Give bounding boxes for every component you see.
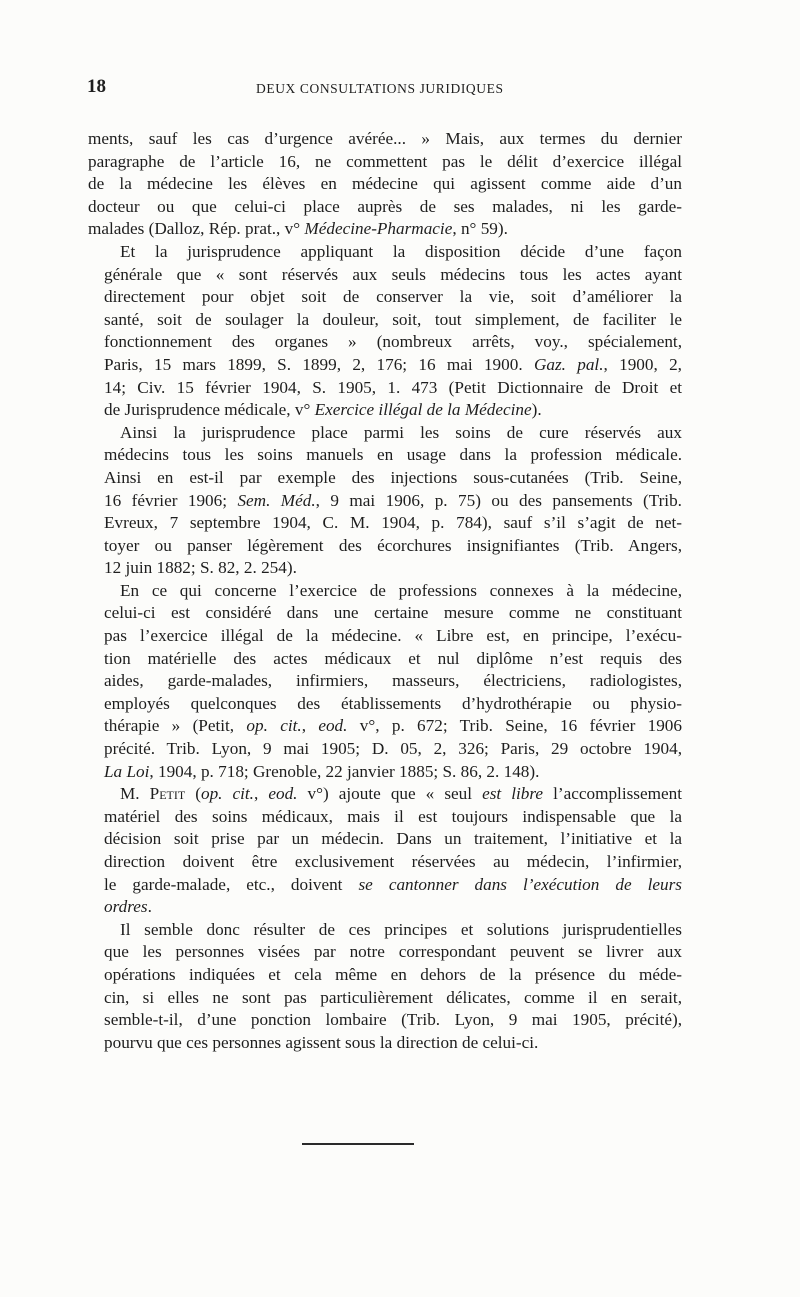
text-line: malades (Dalloz, Rép. prat., v° Médecine-Pharmacie, n° 59).	[88, 219, 508, 239]
text-line: tion matérielle des actes médicaux et nul diplôme n’est requis des	[104, 648, 682, 668]
text-line: Ainsi en est-il par exemple des injections sous-cutanées (Trib. Seine,	[104, 467, 682, 487]
text-line: celui-ci est considéré dans une certaine mesure comme ne constituant	[104, 603, 682, 623]
text-line: thérapie » (Petit, op. cit., eod. v°, p. 672; Trib. Seine, 16 février 1906	[104, 716, 682, 736]
text-line: précité. Trib. Lyon, 9 mai 1905; D. 05, 2, 326; Paris, 29 octobre 1904,	[104, 739, 682, 759]
text-line: pourvu que ces personnes agissent sous la direction de celui-ci.	[104, 1032, 539, 1052]
text-line: La Loi, 1904, p. 718; Grenoble, 22 janvier 1885; S. 86, 2. 148).	[104, 761, 540, 781]
running-title: DEUX CONSULTATIONS JURIDIQUES	[256, 81, 504, 96]
paragraph	[88, 919, 682, 1055]
page-number: 18	[87, 76, 106, 97]
text-line: directement pour objet soit de conserver la vie, soit d’améliorer la	[104, 287, 682, 307]
text-line: ordres.	[104, 897, 152, 917]
text-line: Il semble donc résulter de ces principes et solutions jurisprudentielles	[120, 919, 682, 939]
body-text	[88, 128, 682, 1054]
text-line: de la médecine les élèves en médecine qui agissent comme aide d’un	[88, 174, 682, 194]
text-line: pas l’exercice illégal de la médecine. « Libre est, en principe, l’exécu-	[104, 626, 682, 646]
text-line: aides, garde-malades, infirmiers, masseurs, électriciens, radiologistes,	[104, 671, 682, 691]
text-line: En ce qui concerne l’exercice de professions connexes à la médecine,	[120, 580, 682, 600]
text-line: employés quelconques des établissements d’hydrothérapie ou physio-	[104, 693, 682, 713]
text-line: le garde-malade, etc., doivent se cantonner dans l’exécution de leurs	[104, 874, 682, 894]
text-line: M. Petit (op. cit., eod. v°) ajoute que « seul est libre l’accomplissement	[120, 784, 682, 804]
text-line: cin, si elles ne sont pas particulièrement délicates, comme il en serait,	[104, 987, 682, 1007]
text-line: direction doivent être exclusivement réservées au médecin, l’infirmier,	[104, 852, 682, 871]
text-line: Et la jurisprudence appliquant la disposition décide d’une façon	[120, 241, 682, 261]
text-line: toyer ou panser légèrement des écorchures insignifiantes (Trib. Angers,	[104, 535, 682, 555]
text-line: paragraphe de l’article 16, ne commettent pas le délit d’exercice illégal	[88, 151, 682, 171]
text-line: 12 juin 1882; S. 82, 2. 254).	[104, 558, 297, 578]
text-line: de Jurisprudence médicale, v° Exercice illégal de la Médecine).	[104, 400, 542, 420]
paragraph	[88, 128, 682, 241]
text-line: 14; Civ. 15 février 1904, S. 1905, 1. 473 (Petit Dictionnaire de Droit et	[104, 377, 682, 397]
text-line: Paris, 15 mars 1899, S. 1899, 2, 176; 16 mai 1900. Gaz. pal., 1900, 2,	[104, 354, 682, 374]
text-line: docteur ou que celui-ci place auprès de ses malades, ni les garde-	[88, 196, 682, 216]
text-line: semble-t-il, d’une ponction lombaire (Trib. Lyon, 9 mai 1905, précité),	[104, 1010, 682, 1030]
text-line: santé, soit de soulager la douleur, soit, tout simplement, de faciliter le	[104, 309, 682, 329]
paragraph	[88, 422, 682, 580]
paragraph	[88, 241, 682, 422]
text-line: matériel des soins médicaux, mais il est toujours indispensable que la	[104, 806, 682, 826]
text-line: Ainsi la jurisprudence place parmi les soins de cure réservés aux	[120, 422, 682, 442]
text-line: fonctionnement des organes » (nombreux arrêts, voy., spécialement,	[104, 332, 682, 352]
text-line: Evreux, 7 septembre 1904, C. M. 1904, p. 784), sauf s’il s’agit de net-	[104, 513, 682, 533]
text-line: opérations indiquées et cela même en dehors de la présence du méde-	[104, 964, 682, 984]
text-line: médecins tous les soins manuels en usage dans la profession médicale.	[104, 445, 682, 465]
paragraph	[88, 783, 682, 919]
text-line: générale que « sont réservés aux seuls médecins tous les actes ayant	[104, 264, 682, 284]
section-end-rule	[302, 1143, 414, 1145]
text-line: ments, sauf les cas d’urgence avérée... » Mais, aux termes du dernier	[88, 129, 682, 148]
text-line: décision soit prise par un médecin. Dans un traitement, l’initiative et la	[104, 829, 682, 849]
text-line: que les personnes visées par notre correspondant peuvent se livrer aux	[104, 942, 682, 962]
paragraph	[88, 580, 682, 783]
text-line: 16 février 1906; Sem. Méd., 9 mai 1906, p. 75) ou des pansements (Trib.	[104, 490, 682, 510]
